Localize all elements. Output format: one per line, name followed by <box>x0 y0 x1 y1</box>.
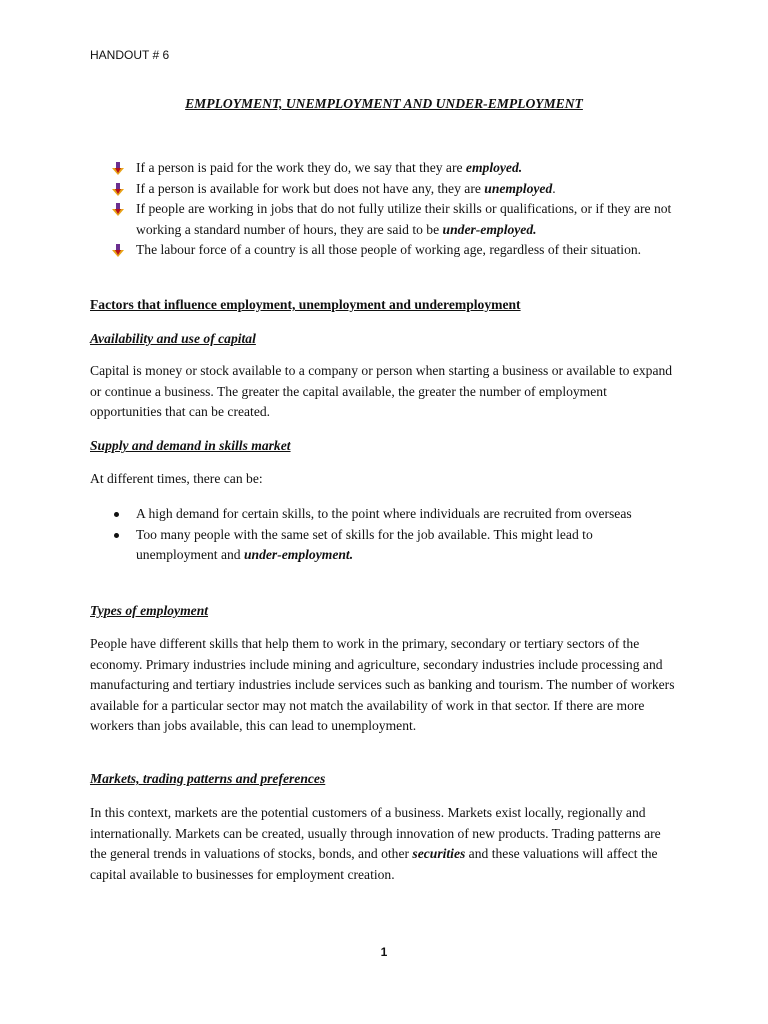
markets-heading: Markets, trading patterns and preferences <box>90 771 326 786</box>
capital-heading: Availability and use of capital <box>90 331 256 346</box>
skills-bullet-list <box>112 504 662 566</box>
list-item <box>112 179 672 200</box>
list-item-emphasis: employed. <box>465 160 523 175</box>
types-heading: Types of employment <box>90 603 209 618</box>
arrow-down-icon <box>112 183 124 197</box>
list-item <box>112 504 662 525</box>
list-item-text: A high demand for certain skills, to the point where individuals are recruited from overseas <box>136 506 632 521</box>
list-item <box>112 525 662 566</box>
page-number: 1 <box>380 945 388 959</box>
list-item <box>112 199 672 240</box>
arrow-down-icon <box>112 162 124 176</box>
capital-paragraph: Capital is money or stock available to a company or person when starting a business or available to expand or continue a business. The greater the capital available, the greater the number of employment opportunities that can be created. <box>90 363 673 419</box>
markets-text-start: In this context, markets are the potential customers of a business. Markets exist locally, regionally and internationally. Markets can be created, usually through innovation of new products. Trading patterns are the general trends in valuations of stocks, bonds, and other <box>90 805 661 861</box>
bullet-dot-icon <box>114 512 119 517</box>
arrow-down-icon <box>112 203 124 217</box>
skills-intro: At different times, there can be: <box>90 471 263 486</box>
types-paragraph: People have different skills that help them to work in the primary, secondary or tertiary sectors of the economy. Primary industries include mining and agriculture, secondary industries include processing and manufacturing and tertiary industries include services such as banking and tourism. The number of workers available for a particular sector may not match the availability of work in that sector. If there are more workers than jobs available, this can lead to unemployment. <box>90 636 675 733</box>
intro-list <box>112 158 672 261</box>
list-item <box>112 240 672 261</box>
list-item-emphasis: under-employed. <box>442 221 537 237</box>
list-item-text: The labour force of a country is all those people of working age, regardless of their situation. <box>136 242 642 257</box>
factors-heading: Factors that influence employment, unemployment and underemployment <box>90 297 521 312</box>
list-item-tail: . <box>552 180 556 196</box>
list-item-text: If a person is paid for the work they do, we say that they are <box>136 160 466 175</box>
list-item <box>112 158 672 179</box>
skills-heading: Supply and demand in skills market <box>90 438 291 453</box>
list-item-text: If people are working in jobs that do not fully utilize their skills or qualifications, or if they are not working a standard number of hours, they are said to be <box>136 201 672 237</box>
bullet-dot-icon <box>114 533 119 538</box>
list-item-text: Too many people with the same set of skills for the job available. This might lead to unemployment and <box>136 526 593 562</box>
list-item-emphasis: under-employment. <box>243 547 354 562</box>
markets-text-end: and these valuations will affect the capital available to businesses for employment creation. <box>90 846 658 882</box>
list-item-text: If a person is available for work but does not have any, they are <box>136 180 485 196</box>
markets-paragraph <box>90 803 680 885</box>
markets-emphasis: securities <box>412 846 466 861</box>
list-item-emphasis: unemployed <box>484 180 553 196</box>
handout-label: HANDOUT # 6 <box>90 48 170 62</box>
arrow-down-icon <box>112 244 124 258</box>
document-title: EMPLOYMENT, UNEMPLOYMENT AND UNDER-EMPLOYMENT <box>185 96 583 111</box>
